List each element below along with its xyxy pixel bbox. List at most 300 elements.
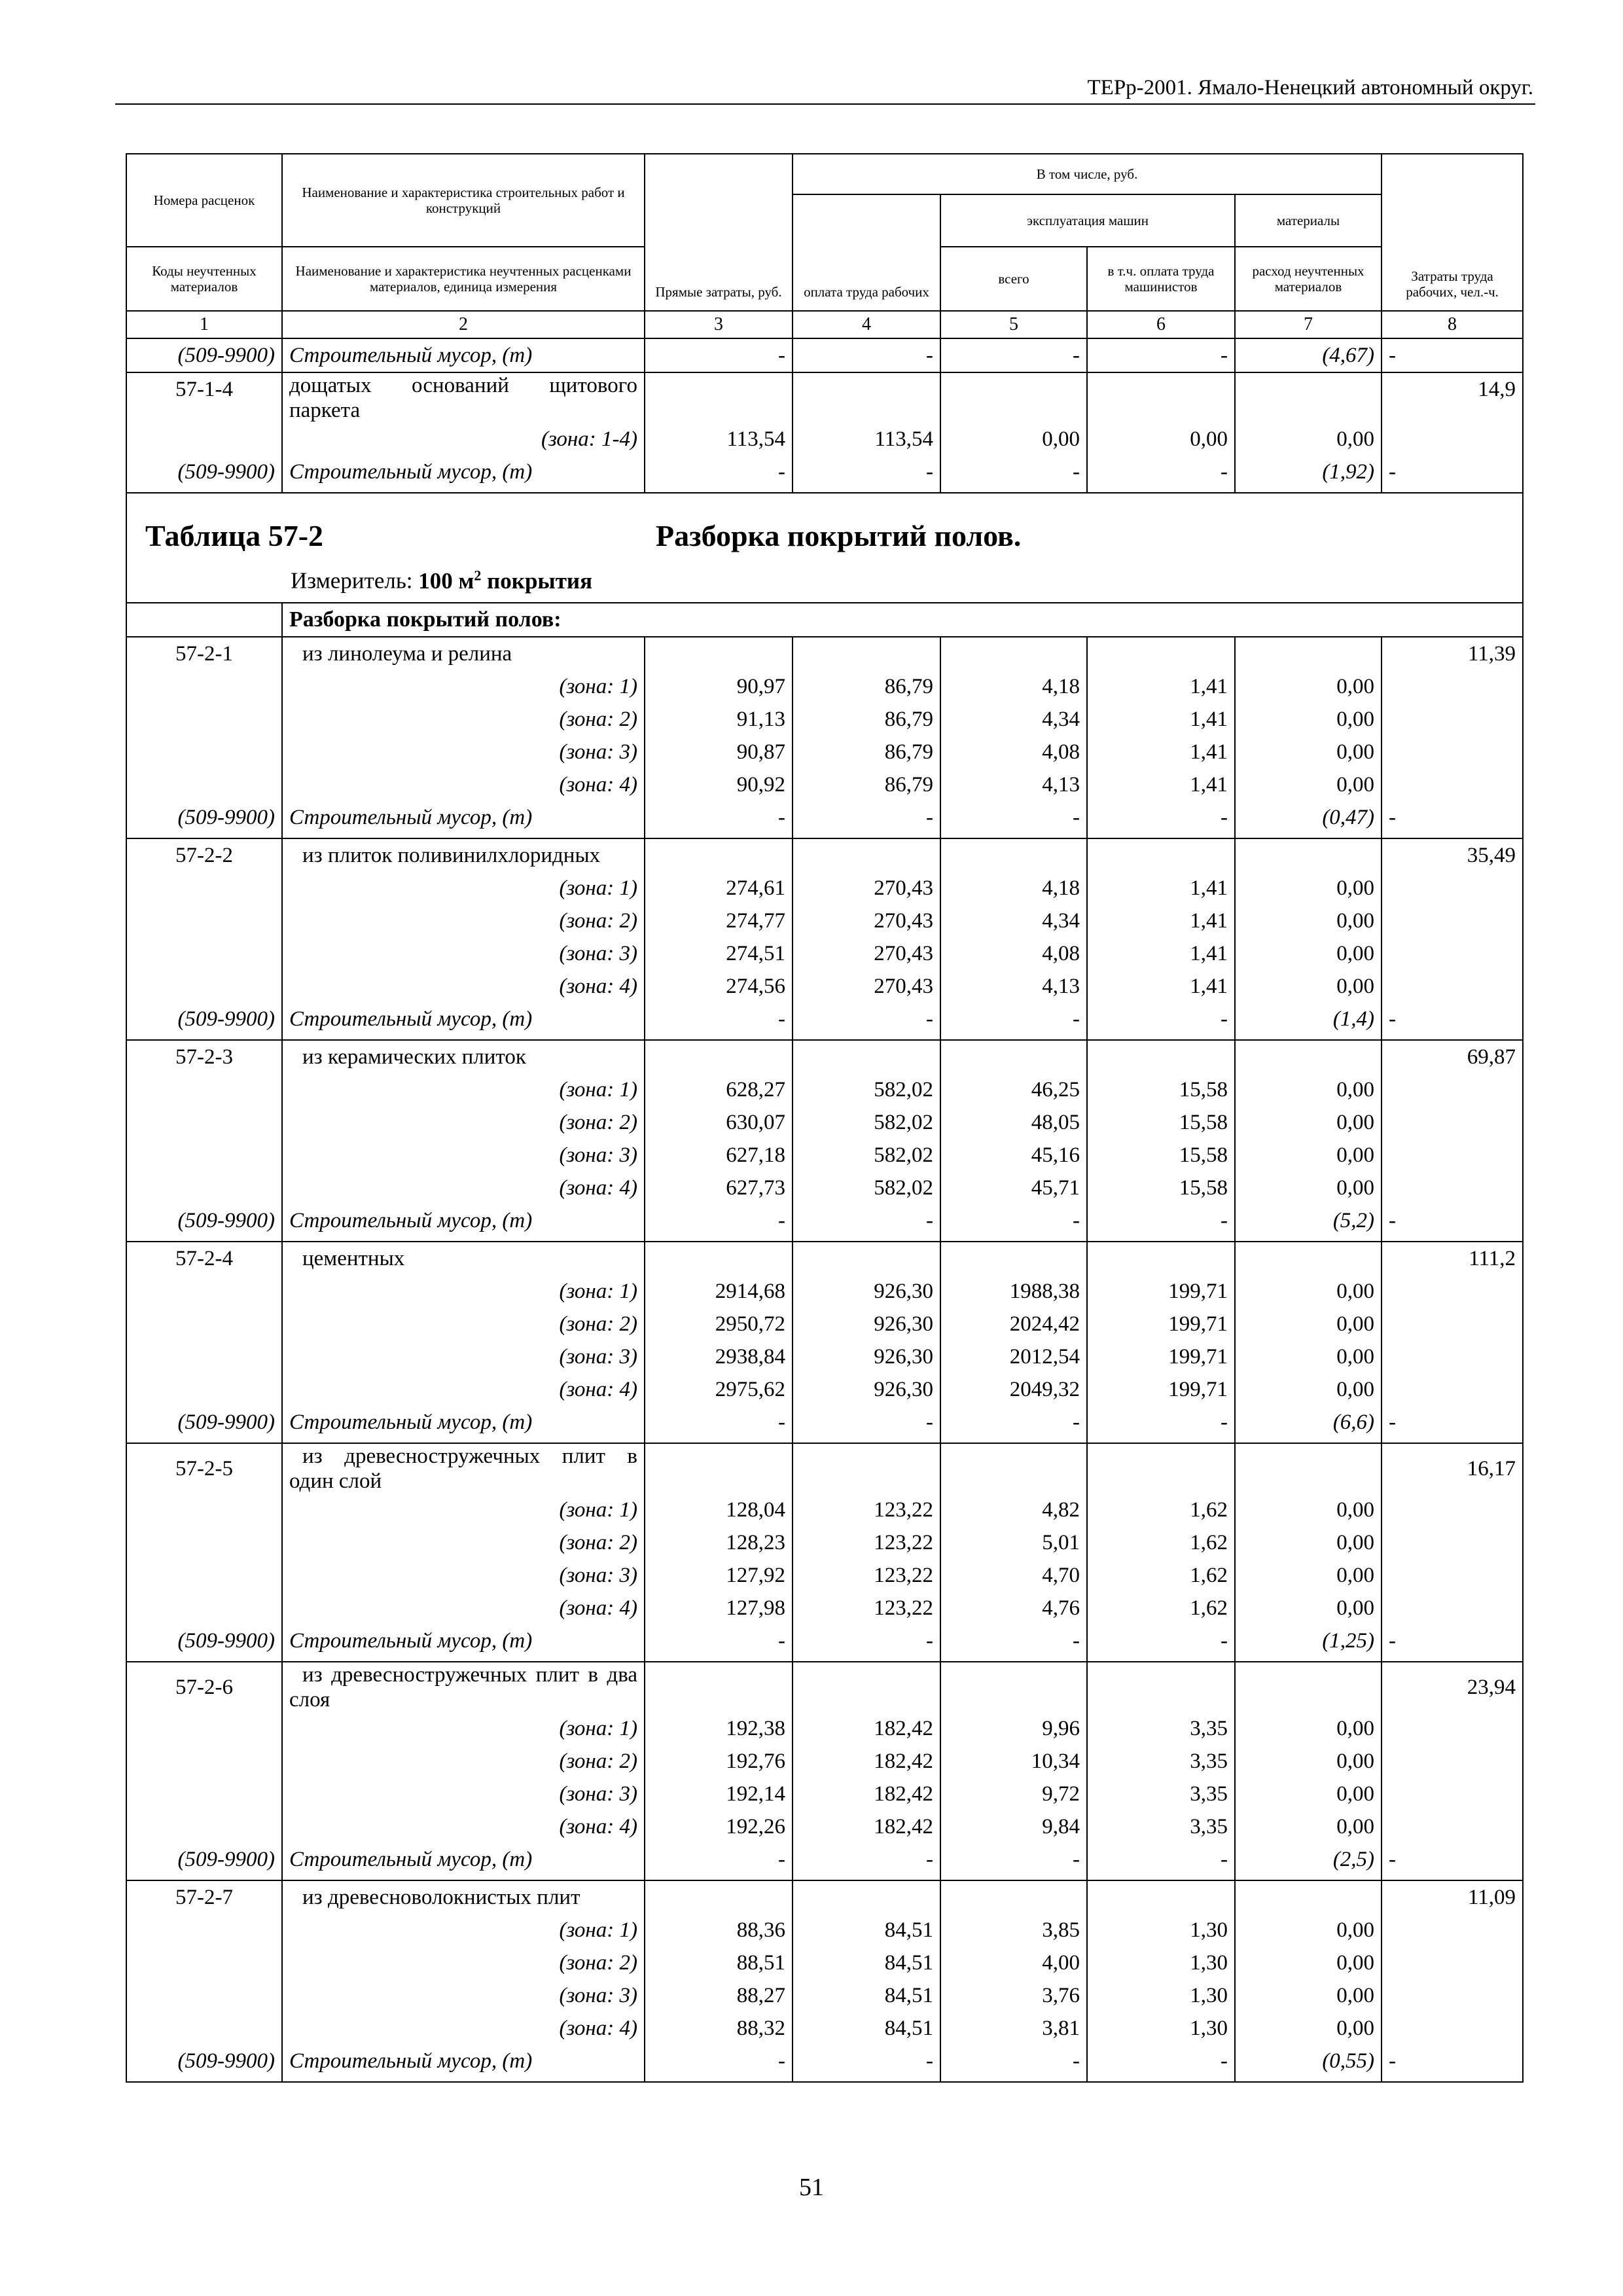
worker-pay: 582,02	[793, 1073, 940, 1106]
labor-cost: 11,39	[1382, 637, 1523, 670]
dash: -	[1382, 1843, 1523, 1876]
zone-label: (зона: 2)	[282, 1946, 645, 1979]
head-col5: всего	[940, 247, 1087, 311]
direct-cost: 2938,84	[645, 1340, 793, 1373]
col-number: 3	[645, 311, 793, 338]
direct-cost: 274,51	[645, 937, 793, 970]
material-amount: (5,2)	[1235, 1204, 1382, 1237]
materials-cost: 0,00	[1235, 670, 1382, 703]
rate-name: из плиток поливинилхлоридных	[282, 838, 645, 872]
worker-pay: 84,51	[793, 2012, 940, 2045]
machinist-pay: 199,71	[1087, 1340, 1235, 1373]
zone-row	[126, 1172, 1523, 1204]
table-title-block	[126, 493, 1523, 603]
zone-label: (зона: 4)	[282, 1592, 645, 1624]
dash: -	[940, 1843, 1087, 1876]
machine-total: 46,25	[940, 1073, 1087, 1106]
zone-row	[126, 2012, 1523, 2045]
materials-cost: 0,00	[1235, 1172, 1382, 1204]
worker-pay: 86,79	[793, 670, 940, 703]
rate-row	[126, 1040, 1523, 1073]
waste-row	[126, 338, 1523, 372]
table-number: Таблица 57-2	[145, 519, 324, 552]
zone-label: (зона: 4)	[282, 1172, 645, 1204]
material-amount: (1,92)	[1235, 456, 1382, 488]
dash: -	[1382, 1406, 1523, 1439]
direct-cost: 627,18	[645, 1139, 793, 1172]
zone-label: (зона: 2)	[282, 905, 645, 937]
direct-cost: 88,36	[645, 1914, 793, 1946]
labor-cost: 69,87	[1382, 1040, 1523, 1073]
machine-total: 4,70	[940, 1559, 1087, 1592]
materials-cost: 0,00	[1235, 937, 1382, 970]
waste-row	[126, 801, 1523, 834]
head-col8: Затраты труда рабочих, чел.-ч.	[1382, 154, 1523, 311]
material-amount: (2,5)	[1235, 1843, 1382, 1876]
dash: -	[940, 338, 1087, 372]
zone-row	[126, 1778, 1523, 1810]
zone-row	[126, 1526, 1523, 1559]
machinist-pay: 3,35	[1087, 1712, 1235, 1745]
zone-row	[126, 1139, 1523, 1172]
zone-label: (зона: 2)	[282, 1106, 645, 1139]
machine-total: 1988,38	[940, 1275, 1087, 1308]
col-number: 1	[126, 311, 282, 338]
worker-pay: 123,22	[793, 1526, 940, 1559]
col-number: 8	[1382, 311, 1523, 338]
dash: -	[645, 456, 793, 488]
machinist-pay: 3,35	[1087, 1778, 1235, 1810]
machinist-pay: 1,62	[1087, 1592, 1235, 1624]
material-name: Строительный мусор, (т)	[282, 1003, 645, 1035]
zone-row	[126, 1073, 1523, 1106]
col-number: 2	[282, 311, 645, 338]
dash: -	[645, 1406, 793, 1439]
labor-cost: 14,9	[1382, 372, 1523, 423]
waste-row	[126, 2045, 1523, 2077]
material-amount: (0,55)	[1235, 2045, 1382, 2077]
zone-label: (зона: 1)	[282, 1712, 645, 1745]
direct-cost: 274,56	[645, 970, 793, 1003]
machine-total: 2024,42	[940, 1308, 1087, 1340]
zone-row	[126, 1308, 1523, 1340]
rate-name: из древесностружечных плит в один слой	[282, 1443, 645, 1494]
materials-cost: 0,00	[1235, 1106, 1382, 1139]
head-machines: эксплуатация машин	[940, 194, 1235, 247]
material-code: (509-9900)	[126, 2045, 282, 2077]
machinist-pay: 199,71	[1087, 1308, 1235, 1340]
material-amount: (6,6)	[1235, 1406, 1382, 1439]
zone-label: (зона: 3)	[282, 1559, 645, 1592]
materials-cost: 0,00	[1235, 2012, 1382, 2045]
machinist-pay: 1,62	[1087, 1559, 1235, 1592]
zone-row	[126, 768, 1523, 801]
zone-label: (зона: 3)	[282, 1139, 645, 1172]
dash: -	[793, 1003, 940, 1035]
zone-row	[126, 1494, 1523, 1526]
direct-cost: 2914,68	[645, 1275, 793, 1308]
material-code: (509-9900)	[126, 456, 282, 488]
head-col1-bottom: Коды неучтенных материалов	[126, 247, 282, 311]
head-included: В том числе, руб.	[793, 154, 1382, 194]
dash: -	[645, 1843, 793, 1876]
machinist-pay: 1,30	[1087, 1946, 1235, 1979]
worker-pay: 270,43	[793, 872, 940, 905]
direct-cost: 128,23	[645, 1526, 793, 1559]
section-title-row	[126, 603, 1523, 637]
machine-total: 4,76	[940, 1592, 1087, 1624]
machinist-pay: 1,41	[1087, 736, 1235, 768]
zone-row	[126, 1946, 1523, 1979]
worker-pay: 86,79	[793, 768, 940, 801]
waste-row	[126, 1843, 1523, 1876]
direct-cost: 127,98	[645, 1592, 793, 1624]
rate-code: 57-2-1	[126, 637, 282, 670]
machine-total: 4,34	[940, 905, 1087, 937]
machine-total: 3,76	[940, 1979, 1087, 2012]
rate-code: 57-2-7	[126, 1880, 282, 1914]
labor-cost: 11,09	[1382, 1880, 1523, 1914]
labor-cost: 35,49	[1382, 838, 1523, 872]
machine-total: 2012,54	[940, 1340, 1087, 1373]
machine-total: 45,71	[940, 1172, 1087, 1204]
dash: -	[645, 2045, 793, 2077]
rate-name: из керамических плиток	[282, 1040, 645, 1073]
material-amount: (4,67)	[1235, 338, 1382, 372]
head-col7: расход неучтенных материалов	[1235, 247, 1382, 311]
col-number: 5	[940, 311, 1087, 338]
worker-pay: 113,54	[793, 423, 940, 456]
dash: -	[1382, 456, 1523, 488]
rate-code: 57-2-2	[126, 838, 282, 872]
material-code: (509-9900)	[126, 1624, 282, 1657]
waste-row	[126, 1003, 1523, 1035]
direct-cost: 192,14	[645, 1778, 793, 1810]
table-name: Разборка покрытий полов.	[656, 519, 1022, 552]
worker-pay: 182,42	[793, 1712, 940, 1745]
direct-cost: 192,38	[645, 1712, 793, 1745]
direct-cost: 88,32	[645, 2012, 793, 2045]
rate-name: дощатых оснований щитового паркета	[282, 372, 645, 423]
materials-cost: 0,00	[1235, 1559, 1382, 1592]
direct-cost: 2975,62	[645, 1373, 793, 1406]
dash: -	[793, 1406, 940, 1439]
rate-name: из древесностружечных плит в два слоя	[282, 1662, 645, 1712]
material-amount: (1,4)	[1235, 1003, 1382, 1035]
dash: -	[940, 1003, 1087, 1035]
zone-label: (зона: 4)	[282, 1373, 645, 1406]
machinist-pay: 1,41	[1087, 872, 1235, 905]
zone-row	[126, 1810, 1523, 1843]
zone-row	[126, 1275, 1523, 1308]
waste-row	[126, 1204, 1523, 1237]
dash: -	[1382, 1624, 1523, 1657]
machine-total: 4,18	[940, 872, 1087, 905]
col-number: 6	[1087, 311, 1235, 338]
dash: -	[940, 801, 1087, 834]
direct-cost: 128,04	[645, 1494, 793, 1526]
material-name: Строительный мусор, (т)	[282, 1204, 645, 1237]
head-col6: в т.ч. оплата труда машинистов	[1087, 247, 1235, 311]
worker-pay: 86,79	[793, 703, 940, 736]
materials-cost: 0,00	[1235, 872, 1382, 905]
rate-name: из древесноволокнистых плит	[282, 1880, 645, 1914]
col-number: 4	[793, 311, 940, 338]
zone-label: (зона: 4)	[282, 768, 645, 801]
machine-total: 4,08	[940, 736, 1087, 768]
worker-pay: 926,30	[793, 1373, 940, 1406]
machinist-pay: 1,41	[1087, 905, 1235, 937]
worker-pay: 182,42	[793, 1810, 940, 1843]
zone-row	[126, 872, 1523, 905]
direct-cost: 192,26	[645, 1810, 793, 1843]
zone-label: (зона: 1)	[282, 1275, 645, 1308]
machine-total: 10,34	[940, 1745, 1087, 1778]
rate-code: 57-2-5	[126, 1443, 282, 1494]
dash: -	[940, 1406, 1087, 1439]
worker-pay: 270,43	[793, 937, 940, 970]
materials-cost: 0,00	[1235, 736, 1382, 768]
direct-cost: 2950,72	[645, 1308, 793, 1340]
machine-total: 4,82	[940, 1494, 1087, 1526]
material-code: (509-9900)	[126, 338, 282, 372]
dash: -	[1382, 1204, 1523, 1237]
zone-label: (зона: 1)	[282, 1914, 645, 1946]
direct-cost: 90,97	[645, 670, 793, 703]
zone-label: (зона: 3)	[282, 1778, 645, 1810]
zone-row	[126, 1559, 1523, 1592]
machine-total: 4,08	[940, 937, 1087, 970]
worker-pay: 123,22	[793, 1494, 940, 1526]
zone-label: (зона: 2)	[282, 703, 645, 736]
zone-label: (зона: 4)	[282, 2012, 645, 2045]
materials-cost: 0,00	[1235, 970, 1382, 1003]
materials-cost: 0,00	[1235, 703, 1382, 736]
dash: -	[1087, 2045, 1235, 2077]
dash: -	[1087, 456, 1235, 488]
zone-label: (зона: 3)	[282, 1340, 645, 1373]
zone-row	[126, 970, 1523, 1003]
rate-code: 57-2-4	[126, 1242, 282, 1275]
machinist-pay: 1,62	[1087, 1526, 1235, 1559]
direct-cost: 192,76	[645, 1745, 793, 1778]
dash: -	[940, 2045, 1087, 2077]
section-title: Разборка покрытий полов:	[282, 603, 1523, 637]
labor-cost: 23,94	[1382, 1662, 1523, 1712]
machinist-pay: 1,30	[1087, 1979, 1235, 2012]
rate-row	[126, 838, 1523, 872]
dash: -	[1087, 1003, 1235, 1035]
zone-row	[126, 1373, 1523, 1406]
machinist-pay: 1,62	[1087, 1494, 1235, 1526]
machine-total: 3,85	[940, 1914, 1087, 1946]
head-col1-top: Номера расценок	[126, 154, 282, 247]
dash: -	[1382, 2045, 1523, 2077]
worker-pay: 123,22	[793, 1559, 940, 1592]
dash: -	[793, 2045, 940, 2077]
material-code: (509-9900)	[126, 1003, 282, 1035]
machine-total: 3,81	[940, 2012, 1087, 2045]
worker-pay: 86,79	[793, 736, 940, 768]
machinist-pay: 1,41	[1087, 970, 1235, 1003]
worker-pay: 270,43	[793, 970, 940, 1003]
machine-total: 45,16	[940, 1139, 1087, 1172]
materials-cost: 0,00	[1235, 905, 1382, 937]
zone-row	[126, 1106, 1523, 1139]
dash: -	[645, 1204, 793, 1237]
zone-row	[126, 703, 1523, 736]
dash: -	[793, 1843, 940, 1876]
machinist-pay: 1,41	[1087, 703, 1235, 736]
zone-row	[126, 1340, 1523, 1373]
rate-row	[126, 1880, 1523, 1914]
direct-cost: 127,92	[645, 1559, 793, 1592]
zone-row	[126, 736, 1523, 768]
dash: -	[793, 801, 940, 834]
material-amount: (1,25)	[1235, 1624, 1382, 1657]
direct-cost: 90,87	[645, 736, 793, 768]
machine-total: 9,72	[940, 1778, 1087, 1810]
running-header: ТЕРр-2001. Ямало-Ненецкий автономный округ.	[1087, 76, 1533, 99]
rates-table	[126, 153, 1524, 2083]
worker-pay: 182,42	[793, 1778, 940, 1810]
material-code: (509-9900)	[126, 1204, 282, 1237]
head-materials: материалы	[1235, 194, 1382, 247]
zone-label: (зона: 4)	[282, 970, 645, 1003]
machine-total: 48,05	[940, 1106, 1087, 1139]
rate-row	[126, 1242, 1523, 1275]
machine-total: 4,13	[940, 970, 1087, 1003]
worker-pay: 926,30	[793, 1308, 940, 1340]
zone-label: (зона: 2)	[282, 1745, 645, 1778]
materials-cost: 0,00	[1235, 423, 1382, 456]
machine-total: 5,01	[940, 1526, 1087, 1559]
materials-cost: 0,00	[1235, 1592, 1382, 1624]
dash: -	[645, 1624, 793, 1657]
machinist-pay: 1,41	[1087, 768, 1235, 801]
material-amount: (0,47)	[1235, 801, 1382, 834]
labor-cost: 111,2	[1382, 1242, 1523, 1275]
machine-total: 4,18	[940, 670, 1087, 703]
zone-row	[126, 670, 1523, 703]
dash: -	[1382, 338, 1523, 372]
material-code: (509-9900)	[126, 801, 282, 834]
machinist-pay: 15,58	[1087, 1139, 1235, 1172]
dash: -	[1087, 1406, 1235, 1439]
direct-cost: 274,61	[645, 872, 793, 905]
head-col4: оплата труда рабочих	[793, 194, 940, 311]
materials-cost: 0,00	[1235, 1494, 1382, 1526]
material-name: Строительный мусор, (т)	[282, 1843, 645, 1876]
worker-pay: 84,51	[793, 1914, 940, 1946]
machinist-pay: 199,71	[1087, 1373, 1235, 1406]
materials-cost: 0,00	[1235, 1946, 1382, 1979]
material-name: Строительный мусор, (т)	[282, 1624, 645, 1657]
materials-cost: 0,00	[1235, 1308, 1382, 1340]
zone-label: (зона: 1)	[282, 670, 645, 703]
machinist-pay: 1,41	[1087, 670, 1235, 703]
rate-row	[126, 1443, 1523, 1494]
dash: -	[645, 801, 793, 834]
direct-cost: 274,77	[645, 905, 793, 937]
machinist-pay: 1,30	[1087, 2012, 1235, 2045]
machine-total: 9,84	[940, 1810, 1087, 1843]
direct-cost: 91,13	[645, 703, 793, 736]
zone-label: (зона: 3)	[282, 736, 645, 768]
dash: -	[1087, 1624, 1235, 1657]
page-number: 51	[799, 2174, 824, 2201]
machinist-pay: 199,71	[1087, 1275, 1235, 1308]
materials-cost: 0,00	[1235, 1275, 1382, 1308]
materials-cost: 0,00	[1235, 1810, 1382, 1843]
zone-row	[126, 1979, 1523, 2012]
head-col3: Прямые затраты, руб.	[645, 154, 793, 311]
machinist-pay: 15,58	[1087, 1172, 1235, 1204]
machine-total: 9,96	[940, 1712, 1087, 1745]
direct-cost: 628,27	[645, 1073, 793, 1106]
worker-pay: 582,02	[793, 1106, 940, 1139]
materials-cost: 0,00	[1235, 1373, 1382, 1406]
worker-pay: 270,43	[793, 905, 940, 937]
head-col2-top: Наименование и характеристика строительных работ и конструкций	[282, 154, 645, 247]
materials-cost: 0,00	[1235, 1139, 1382, 1172]
worker-pay: 84,51	[793, 1979, 940, 2012]
materials-cost: 0,00	[1235, 1073, 1382, 1106]
zone-row	[126, 1592, 1523, 1624]
direct-cost: 88,51	[645, 1946, 793, 1979]
dash: -	[793, 1204, 940, 1237]
zone-row	[126, 1914, 1523, 1946]
worker-pay: 582,02	[793, 1172, 940, 1204]
direct-cost: 90,92	[645, 768, 793, 801]
machine-total: 2049,32	[940, 1373, 1087, 1406]
dash: -	[1087, 338, 1235, 372]
rate-code: 57-2-6	[126, 1662, 282, 1712]
zone-label: (зона: 2)	[282, 1308, 645, 1340]
dash: -	[940, 456, 1087, 488]
dash: -	[1087, 1843, 1235, 1876]
waste-row	[126, 456, 1523, 488]
direct-cost: 627,73	[645, 1172, 793, 1204]
material-name: Строительный мусор, (т)	[282, 2045, 645, 2077]
machinist-pay: 1,41	[1087, 937, 1235, 970]
direct-cost: 88,27	[645, 1979, 793, 2012]
dash: -	[793, 1624, 940, 1657]
machine-total: 4,34	[940, 703, 1087, 736]
zone-row	[126, 1745, 1523, 1778]
materials-cost: 0,00	[1235, 1526, 1382, 1559]
worker-pay: 582,02	[793, 1139, 940, 1172]
zone-row	[126, 1712, 1523, 1745]
worker-pay: 926,30	[793, 1275, 940, 1308]
rate-row	[126, 637, 1523, 670]
zone-row	[126, 905, 1523, 937]
dash: -	[1382, 1003, 1523, 1035]
dash: -	[793, 338, 940, 372]
materials-cost: 0,00	[1235, 1979, 1382, 2012]
rate-name: из линолеума и релина	[282, 637, 645, 670]
zone-label: (зона: 2)	[282, 1526, 645, 1559]
material-name: Строительный мусор, (т)	[282, 338, 645, 372]
direct-cost: 113,54	[645, 423, 793, 456]
dash: -	[940, 1204, 1087, 1237]
machinist-pay: 1,30	[1087, 1914, 1235, 1946]
dash: -	[793, 456, 940, 488]
machinist-pay: 15,58	[1087, 1073, 1235, 1106]
dash: -	[645, 1003, 793, 1035]
machinist-pay: 0,00	[1087, 423, 1235, 456]
worker-pay: 926,30	[793, 1340, 940, 1373]
